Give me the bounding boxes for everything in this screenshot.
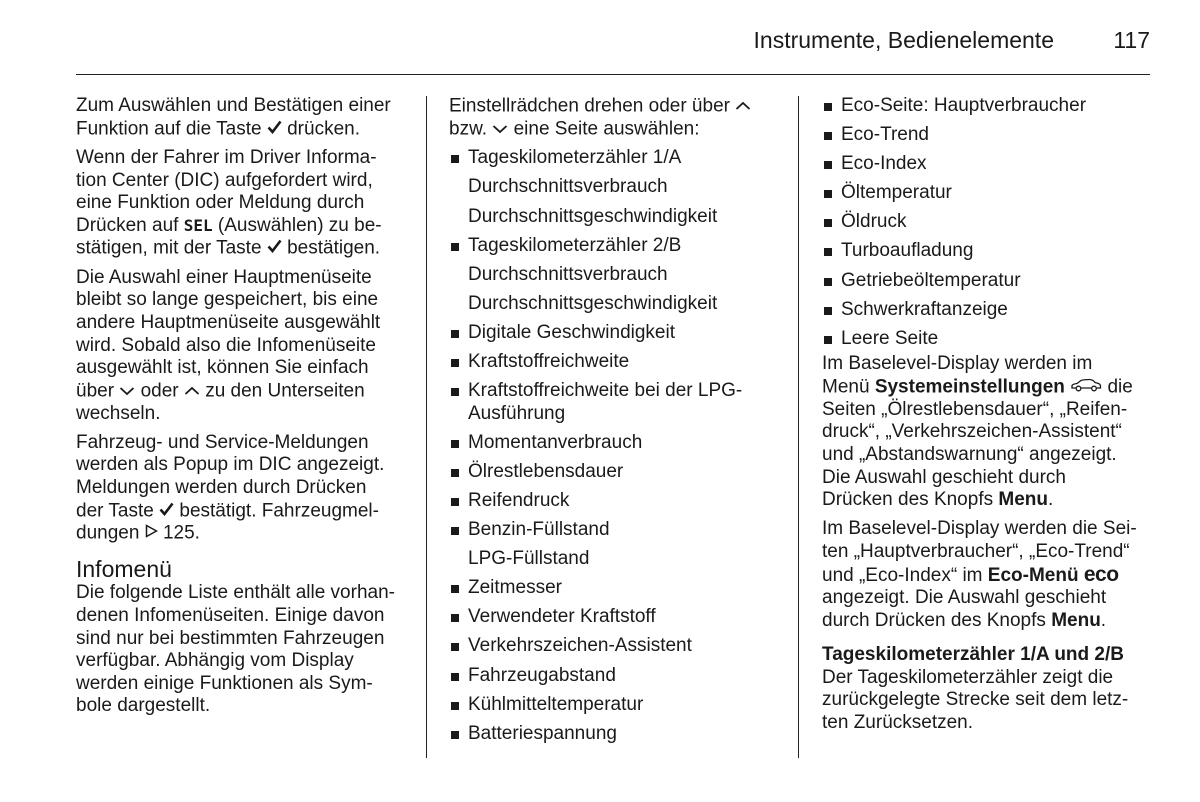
column-divider-1 [426,96,427,758]
list-item-sub: Durchschnittsgeschwindigkeit [468,292,718,314]
sel-button-label: SEL [183,215,213,235]
list-item: Kraftstoffreichweite [449,351,769,374]
systemeinstellungen-label: Systemeinstellungen [874,376,1065,398]
infomenu-page-list [449,147,769,745]
subheading-trip-odometer: Tageskilometerzähler 1/A und 2/B [822,644,1124,666]
column-3 [822,95,1152,741]
column-1 [76,95,412,724]
chevron-up-icon [735,95,751,118]
column-2 [449,95,769,752]
list-item: Getriebeöltemperatur [822,270,1152,293]
header-title: Instrumente, Bedienelemente [753,27,1054,53]
page-number: 117 [1113,27,1150,53]
paragraph-baselevel-eco: Im Baselevel-Display werden die Sei- ten „Hauptverbraucher“, „Eco-Trend“ und „Eco-Index“ im Eco-Menü eco angezeigt. Die Auswahl geschieht durch Drücken des Knopfs Menu. [822,518,1137,631]
list-item: Zeitmesser [449,577,769,600]
chevron-down-icon [119,380,135,403]
list-item: Tageskilometerzähler 1/A [449,147,769,170]
menu-button-label: Menu [998,489,1048,511]
paragraph-select-confirm: Zum Auswählen und Bestätigen einer Funktion auf die Taste drücken. [76,95,391,139]
list-item: Reifendruck [449,490,769,513]
header-divider [76,74,1150,75]
column-divider-2 [798,96,799,758]
list-item-sub: Durchschnittsverbrauch [468,263,668,285]
menu-button-label: Menu [1051,609,1101,631]
list-item: Batteriespannung [449,723,769,746]
paragraph-infomenu-intro: Die folgende Liste enthält alle vorhan- denen Infomenüseiten. Einige davon sind nur bei bestimmten Fahrzeugen verfügbar. Abhängig vom Display werden einige Funktionen als Sym- bole dargestellt. [76,582,395,717]
list-item: Benzin-Füllstand [449,519,769,542]
list-item: Ölrestlebensdauer [449,461,769,484]
paragraph-main-menu: Die Auswahl einer Hauptmenüseite bleibt so lange gespeichert, bis eine andere Hauptmenüseite ausgewählt wird. Sobald also die Infomenüseite ausgewählt ist, können Sie einfach über oder zu den Unterseiten wechseln. [76,266,381,424]
list-item: Eco-Index [822,153,1152,176]
list-item: Eco-Trend [822,124,1152,147]
list-item: Kühlmitteltemperatur [449,694,769,717]
check-icon [267,237,282,260]
list-item-sub: LPG-Füllstand [468,548,590,570]
list-item: Eco-Seite: Hauptverbraucher [822,95,1152,118]
list-item: Verwendeter Kraftstoff [449,606,769,629]
list-item: Turboaufladung [822,240,1152,263]
paragraph-baselevel-settings: Im Baselevel-Display werden im Menü Systemeinstellungen die Seiten „Ölrestlebensdauer“, „Reifen- druck“, „Verkehrszeichen-Assistent“ und „Abstandswarnung“ angezeigt. Die Auswahl geschieht durch Drücken des Knopfs Menu. [822,353,1133,511]
list-item-sub: Durchschnittsgeschwindigkeit [468,205,718,227]
list-item: Schwerkraftanzeige [822,299,1152,322]
list-item: Fahrzeugabstand [449,665,769,688]
infomenu-page-list-continued [822,95,1152,350]
list-item: Tageskilometerzähler 2/B [449,235,769,258]
eco-icon: eco [1083,562,1119,586]
list-item: Kraftstoffreichweite bei der LPG- Ausführung [449,380,769,425]
list-item: Leere Seite [822,328,1152,351]
list-item: Öltemperatur [822,182,1152,205]
eco-menu-label: Eco-Menü [987,564,1079,586]
list-item-sub: Durchschnittsverbrauch [468,176,668,198]
chevron-up-icon [184,380,200,403]
section-heading-infomenu: Infomenü [76,556,172,583]
paragraph-trip-odometer: Der Tageskilometerzähler zeigt die zurückgelegte Strecke seit dem letz- ten Zurücksetzen. [822,666,1129,734]
arrow-reference-icon [145,522,158,545]
paragraph-dic-confirm: Wenn der Fahrer im Driver Informa- tion Center (DIC) aufgefordert wird, eine Funktion oder Meldung durch Drücken auf SEL (Auswählen) zu be- stätigen, mit der Taste bestätigen. [76,147,382,259]
car-icon [1070,376,1102,399]
chevron-down-icon [492,118,508,141]
list-item: Verkehrszeichen-Assistent [449,635,769,658]
list-item: Digitale Geschwindigkeit [449,322,769,345]
list-item: Öldruck [822,211,1152,234]
check-icon [267,118,282,141]
list-item: Momentanverbrauch [449,432,769,455]
check-icon [159,500,174,523]
paragraph-service-messages: Fahrzeug- und Service-Meldungen werden als Popup im DIC angezeigt. Meldungen werden durch Drücken der Taste bestätigt. Fahrzeugmel- dungen 125. [76,431,385,544]
paragraph-page-select: Einstellrädchen drehen oder über bzw. eine Seite auswählen: [449,95,769,141]
